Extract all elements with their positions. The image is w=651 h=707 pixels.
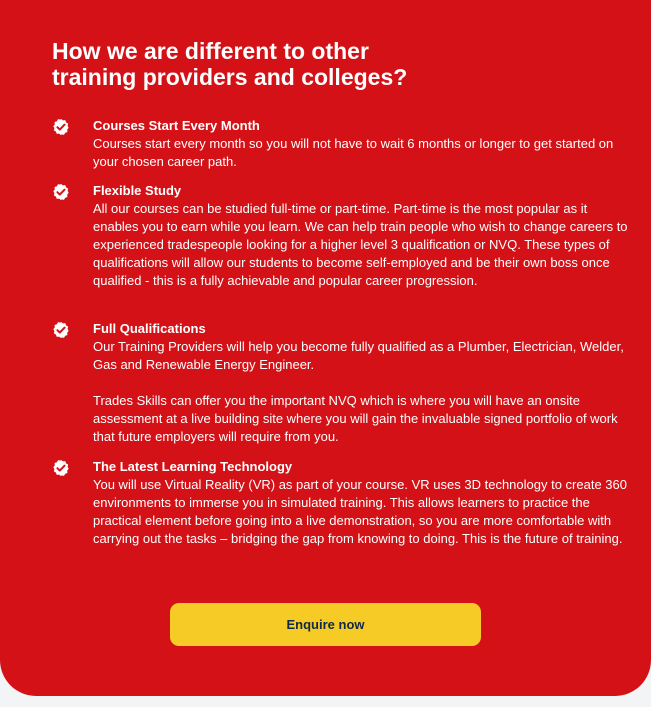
feature-description (93, 135, 629, 171)
feature-paragraph: All our courses can be studied full-time or part-time. Part-time is the most popular as it enables you to earn while you learn. We can help train people who wish to change careers to experienced tradespeople looking for a higher level 3 qualification or NVQ. These types of qualifications will allow our students to become self-employed and be their own boss once qualified - this is a fully achievable and popular career progression. (93, 201, 628, 288)
feature-paragraph: You will use Virtual Reality (VR) as part of your course. VR uses 3D technology to create 360 environments to immerse you in simulated training. This allows learners to practice the practical element before going into a live demonstration, so you are more comfortable with carrying out the tasks – bridging the gap from knowing to doing. This is the future of training. (93, 477, 627, 546)
feature-title: Flexible Study (93, 183, 182, 198)
feature-description (93, 338, 629, 446)
check-badge-icon (52, 321, 70, 339)
feature-paragraph: Our Training Providers will help you become fully qualified as a Plumber, Electrician, Welder, Gas and Renewable Energy Engineer. (93, 339, 624, 372)
section-heading (52, 38, 572, 90)
feature-title: Courses Start Every Month (93, 118, 260, 133)
check-badge-icon (52, 183, 70, 201)
feature-description (93, 200, 629, 290)
enquire-now-button[interactable]: Enquire now (170, 603, 481, 646)
feature-title: Full Qualifications (93, 321, 206, 336)
feature-title: The Latest Learning Technology (93, 459, 293, 474)
section-heading-line-2: training providers and colleges? (52, 64, 408, 90)
check-badge-icon (52, 459, 70, 477)
feature-paragraph: Courses start every month so you will not have to wait 6 months or longer to get started on your chosen career path. (93, 136, 614, 169)
feature-paragraph: Trades Skills can offer you the important NVQ which is where you will have an onsite assessment at a live building site where you will gain the invaluable signed portfolio of work that future employers will require from you. (93, 393, 618, 444)
feature-description (93, 476, 629, 548)
section-heading-line-1: How we are different to other (52, 38, 369, 64)
check-badge-icon (52, 118, 70, 136)
